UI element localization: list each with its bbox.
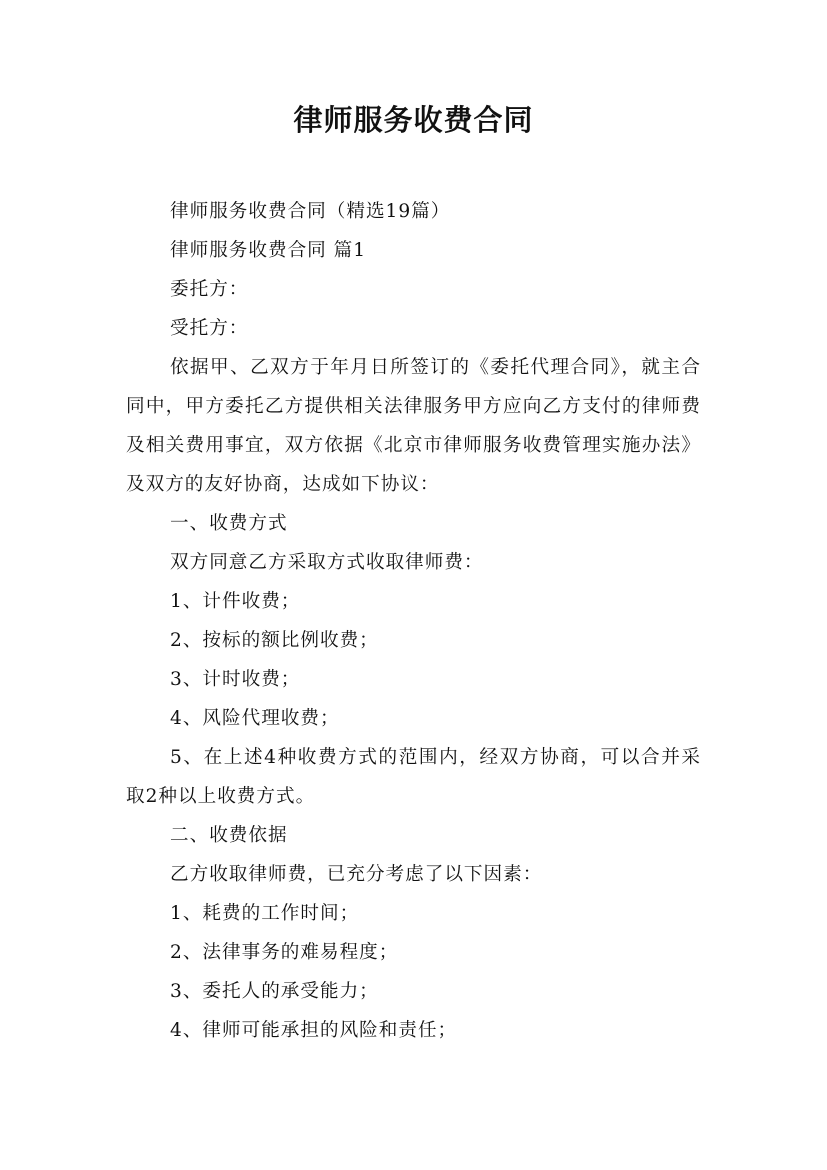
paragraph-list-item: 2、按标的额比例收费； xyxy=(170,630,379,651)
paragraph-list-item: 2、法律事务的难易程度； xyxy=(170,942,399,963)
paragraph-heading-fee-method: 一、收费方式 xyxy=(170,513,288,534)
paragraph-list-item: 4、律师可能承担的风险和责任； xyxy=(170,1020,458,1041)
paragraph-client: 委托方： xyxy=(170,279,249,300)
paragraph-list-item: 4、风险代理收费； xyxy=(170,708,340,729)
paragraph-list-item: 3、计时收费； xyxy=(170,669,301,690)
paragraph-fee-method-intro: 双方同意乙方采取方式收取律师费： xyxy=(170,552,484,573)
paragraph-list-item: 1、计件收费； xyxy=(170,591,301,612)
paragraph-fee-basis-intro: 乙方收取律师费，已充分考虑了以下因素： xyxy=(170,864,543,885)
paragraph-preamble: 依据甲、乙双方于年月日所签订的《委托代理合同》，就主合同中，甲方委托乙方提供相关法律服务甲方应向乙方支付的律师费及相关费用事宜，双方依据《北京市律师服务收费管理实施办法》及双方的友好协商，达成如下协议： xyxy=(126,357,701,495)
paragraph-list-item: 1、耗费的工作时间； xyxy=(170,903,360,924)
paragraph-trustee: 受托方： xyxy=(170,318,249,339)
document-body xyxy=(126,192,701,1050)
paragraph-list-item: 3、委托人的承受能力； xyxy=(170,981,379,1002)
paragraph-subtitle: 律师服务收费合同（精选19篇） xyxy=(170,201,451,222)
paragraph-list-item: 5、在上述4种收费方式的范围内，经双方协商，可以合并采取2种以上收费方式。 xyxy=(126,747,701,807)
paragraph-heading-fee-basis: 二、收费依据 xyxy=(170,825,288,846)
paragraph-section-heading: 律师服务收费合同 篇1 xyxy=(170,240,367,261)
document-title: 律师服务收费合同 xyxy=(293,103,534,137)
